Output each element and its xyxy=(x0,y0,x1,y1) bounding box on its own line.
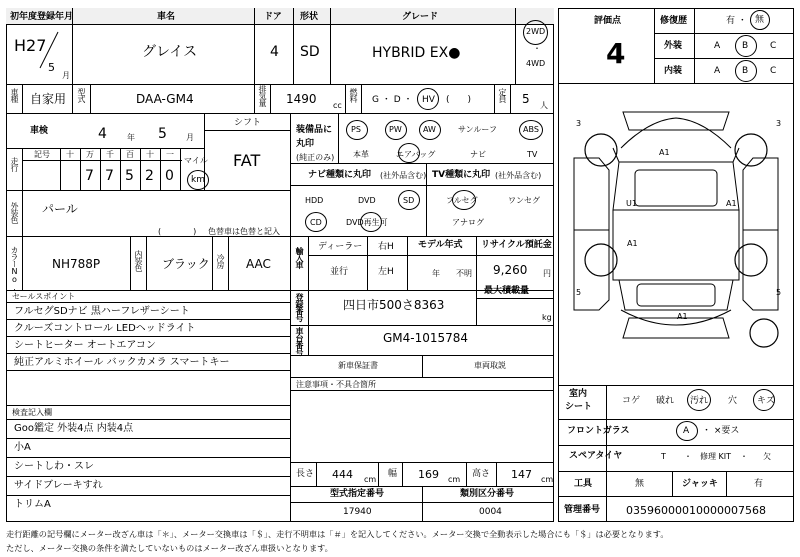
category-label: 類別区分番号 xyxy=(460,489,515,499)
fuel-options: G ・ D ・ xyxy=(372,95,413,105)
color-note: 色替車は色替と記入 xyxy=(208,227,280,236)
capacity-label: 定員 xyxy=(498,88,507,102)
management-value: 03596000010000007568 xyxy=(626,504,766,517)
mileage-digit-header: 千 xyxy=(106,150,114,159)
equipment-label-3: (純正のみ) xyxy=(296,153,335,162)
mileage-digit-header: 十 xyxy=(146,150,154,159)
color-value: パール xyxy=(42,202,78,216)
registration-label: 登録番号 xyxy=(295,293,304,321)
fuel-selected: HV xyxy=(422,95,435,105)
first-reg-label: 初年度登録年月 xyxy=(10,12,74,22)
exterior-c: C xyxy=(770,41,777,51)
color-note-paren: ( ) xyxy=(158,227,197,236)
exterior-a: A xyxy=(714,41,721,51)
interior-b: B xyxy=(742,66,749,76)
diagram-mark-1: A1 xyxy=(659,148,670,157)
repair-label: 修復歴 xyxy=(660,16,688,26)
grade-value: HYBRID EX● xyxy=(372,45,461,61)
mileage-digit: 7 xyxy=(85,168,94,184)
spare-dot1: ・ xyxy=(684,452,692,461)
registration-value: 四日市500さ8363 xyxy=(343,298,445,312)
exterior-b: B xyxy=(742,41,749,51)
inspection-note-line: トリムA xyxy=(14,499,51,510)
inspection-label: 車検 xyxy=(30,126,49,136)
equip-sunroof: サンルーフ xyxy=(458,125,497,134)
model-year-unknown: 不明 xyxy=(456,269,472,278)
shift-label: シフト xyxy=(234,118,262,128)
color-no-value: NH788P xyxy=(52,257,101,271)
type-designation-value: 17940 xyxy=(343,507,372,517)
doors-value: 4 xyxy=(270,44,279,60)
mileage-digit: 7 xyxy=(105,168,114,184)
inspection-note-line: 小A xyxy=(14,442,31,453)
jack-label: ジャッキ xyxy=(682,479,718,489)
chassis-label: 車台番号 xyxy=(295,327,304,355)
equip-airbag: エアバッグ xyxy=(396,150,436,159)
interior-c: C xyxy=(770,66,777,76)
tv-fullseg: フルセグ xyxy=(446,196,478,205)
mileage-mile-label: マイル xyxy=(184,156,208,165)
door-label: ドア xyxy=(264,12,282,22)
recycle-value: 9,260 xyxy=(493,263,528,277)
inspection-month: 5 xyxy=(158,126,167,142)
mileage-digit: 0 xyxy=(165,168,174,184)
interior-color-label: 内装色 xyxy=(134,250,143,271)
windshield-rest: ・ ×要ス xyxy=(702,426,740,436)
tools-value: 無 xyxy=(635,479,645,489)
seat-scratch: キズ xyxy=(757,396,775,406)
shape-value: SD xyxy=(300,44,320,60)
equip-tv: TV xyxy=(527,150,538,159)
diagram-mark-5: A1 xyxy=(677,312,688,321)
score-value: 4 xyxy=(606,37,626,70)
first-reg-month-unit: 月 xyxy=(62,71,70,80)
shape-label: 形状 xyxy=(300,12,319,22)
seat-hole: 穴 xyxy=(728,396,738,406)
height-value: 147 xyxy=(511,468,532,481)
mileage-sign-label: 記号 xyxy=(34,150,50,159)
tv-oneseg: ワンセグ xyxy=(508,196,540,205)
seat-burn: コゲ xyxy=(622,396,641,406)
seat-tear: 破れ xyxy=(656,396,675,406)
equip-aw: AW xyxy=(423,125,436,134)
drive-4wd: 4WD xyxy=(526,59,546,68)
fuel-label: 燃料 xyxy=(349,88,358,102)
windshield-selected: A xyxy=(683,426,690,436)
repair-options: 有 ・ xyxy=(726,16,747,26)
drive-2wd: 2WD xyxy=(526,27,546,36)
model-year-label: モデル年式 xyxy=(418,240,463,250)
displacement-label: 排気量 xyxy=(258,85,267,106)
equip-pw: PW xyxy=(389,125,402,134)
inspection-year-unit: 年 xyxy=(127,133,135,142)
length-unit: cm xyxy=(364,475,377,484)
sales-point-line: フルセグSDナビ 黒ハーフレザーシート xyxy=(14,306,190,317)
spare-dot2: ・ xyxy=(740,452,748,461)
ac-label: 冷房 xyxy=(216,254,225,268)
tv-header: TV種類に丸印 xyxy=(432,170,491,180)
mileage-digit-header: 百 xyxy=(126,150,134,159)
spare-none: 欠 xyxy=(763,452,771,461)
nav-header: ナビ種類に丸印 xyxy=(308,170,372,180)
diagram-mark-2: A1 xyxy=(627,239,638,248)
usage-label: 車種 xyxy=(10,88,19,102)
vehicle-manual: 車両取説 xyxy=(474,361,506,370)
height-label: 高さ xyxy=(472,469,491,479)
height-unit: cm xyxy=(541,475,554,484)
interior-label: 内装 xyxy=(664,66,683,76)
drive-dot: ・ xyxy=(533,44,541,53)
recycle-unit: 円 xyxy=(543,269,551,278)
inspection-notes-label: 検査記入欄 xyxy=(12,408,52,417)
length-value: 444 xyxy=(332,468,353,481)
import-right: 右H xyxy=(378,242,394,252)
capacity-value: 5 xyxy=(522,92,530,106)
inspection-year: 4 xyxy=(98,126,107,142)
inspection-month-unit: 月 xyxy=(186,133,194,142)
footer-line-2: ただし、メーター交換の条件を満たしていないものはメーター改ざん車扱いとなります。 xyxy=(6,543,333,553)
nav-sd: SD xyxy=(403,196,415,205)
import-left: 左H xyxy=(378,267,394,277)
model-label: 型式 xyxy=(77,88,86,102)
tools-label: 工具 xyxy=(574,479,593,489)
sales-point-line: クルーズコントロール LEDヘッドライト xyxy=(14,323,196,334)
exterior-label: 外装 xyxy=(664,41,683,51)
displacement-value: 1490 xyxy=(286,92,317,106)
inspection-note-line: シートしわ・スレ xyxy=(14,461,94,472)
first-reg-year: H27 xyxy=(14,36,47,55)
diagram-side-1: 3 xyxy=(576,119,582,128)
max-load-label: 最大積載量 xyxy=(484,286,530,296)
width-unit: cm xyxy=(448,475,461,484)
interior-seat-label-2: シート xyxy=(565,402,593,412)
equipment-label-2: 丸印 xyxy=(296,139,315,149)
mileage-digit: 2 xyxy=(145,168,154,184)
car-name-value: グレイス xyxy=(142,44,198,60)
shift-value: FAT xyxy=(233,151,261,170)
sales-point-line: シートヒーター オートエアコン xyxy=(14,340,156,351)
equipment-label-1: 装備品に xyxy=(296,125,333,135)
interior-color-value: ブラック xyxy=(162,257,210,271)
spare-kit: 修理 KIT xyxy=(700,452,732,461)
chassis-value: GM4-1015784 xyxy=(383,331,469,345)
ac-value: AAC xyxy=(246,257,271,271)
color-label: 外装色 xyxy=(10,202,19,223)
car-diagram xyxy=(559,100,793,375)
usage-value: 自家用 xyxy=(30,92,67,106)
seat-stain: 汚れ xyxy=(690,396,709,406)
equip-abs: ABS xyxy=(523,125,539,134)
width-value: 169 xyxy=(418,468,439,481)
new-warranty: 新車保証書 xyxy=(338,361,378,370)
mileage-label: 走行 xyxy=(10,157,19,171)
spare-tire-label: スペアタイヤ xyxy=(569,451,623,461)
jack-value: 有 xyxy=(754,479,764,489)
nav-sub: (社外品含む) xyxy=(380,171,427,180)
nav-dvd: DVD xyxy=(358,196,376,205)
sales-point-line: 純正アルミホイール バックカメラ スマートキー xyxy=(14,357,230,368)
diagram-mark-3: U1 xyxy=(626,199,637,208)
diagram-mark-4: A1 xyxy=(726,199,737,208)
recycle-label: リサイクル預託金 xyxy=(481,240,552,250)
model-year-year: 年 xyxy=(432,269,440,278)
car-name-label: 車名 xyxy=(157,12,176,22)
interior-seat-label-1: 室内 xyxy=(569,389,588,399)
management-label: 管理番号 xyxy=(564,505,601,515)
sales-points-label: セールスポイント xyxy=(12,292,76,301)
tv-analog: アナログ xyxy=(452,218,484,227)
import-dealer: ディーラー xyxy=(318,242,363,252)
width-label: 幅 xyxy=(388,469,398,479)
mileage-digit-header: 一 xyxy=(166,150,174,159)
import-parallel: 並行 xyxy=(330,267,349,277)
equip-navi: ナビ xyxy=(470,150,486,159)
import-label: 輸入車 xyxy=(295,247,304,268)
repair-selected: 無 xyxy=(755,15,765,25)
equip-leather: 本革 xyxy=(353,150,369,159)
max-load-unit: kg xyxy=(542,313,552,322)
diagram-side-3: 5 xyxy=(576,288,582,297)
footer-line-1: 走行距離の記号欄にメーター改ざん車は「＊」、メーター交換車は「＄」、走行不明車は「＃」を記入してください。メーター交換で全動表示した場合にも「＄」は必要となります。 xyxy=(6,529,669,539)
nav-hdd: HDD xyxy=(305,196,324,205)
interior-a: A xyxy=(714,66,721,76)
grade-label: グレード xyxy=(402,12,439,22)
capacity-unit: 人 xyxy=(540,101,548,110)
notes-label: 注意事項・不具合箇所 xyxy=(296,380,376,389)
length-label: 長さ xyxy=(296,469,315,479)
inspection-note-line: Goo鑑定 外装4点 内装4点 xyxy=(14,423,134,434)
score-label: 評価点 xyxy=(594,16,622,26)
model-value: DAA-GM4 xyxy=(136,92,194,106)
type-designation-label: 型式指定番号 xyxy=(330,489,385,499)
first-reg-month: 5 xyxy=(48,61,55,74)
tv-sub: (社外品含む) xyxy=(495,171,542,180)
windshield-label: フロントガラス xyxy=(567,426,630,436)
mileage-km: km xyxy=(191,175,205,185)
mileage-digit: 5 xyxy=(125,168,134,184)
spare-t: T xyxy=(661,452,666,461)
nav-dvd-play: DVD再生可 xyxy=(346,218,388,227)
diagram-side-2: 3 xyxy=(776,119,782,128)
color-no-label: カラーNo. xyxy=(10,246,19,291)
inspection-note-line: サイドブレーキすれ xyxy=(14,480,103,491)
mileage-digit-header: 十 xyxy=(66,150,74,159)
displacement-unit: cc xyxy=(333,101,342,110)
fuel-paren: ( ) xyxy=(446,95,472,105)
category-value: 0004 xyxy=(479,507,502,517)
mileage-digit-header: 万 xyxy=(86,150,94,159)
diagram-side-4: 5 xyxy=(776,288,782,297)
nav-cd: CD xyxy=(310,218,322,227)
equip-ps: PS xyxy=(351,125,361,134)
